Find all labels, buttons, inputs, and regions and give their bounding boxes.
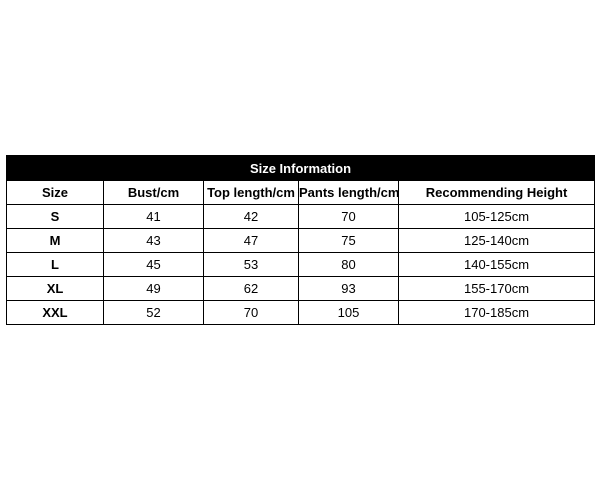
- top-length-cell: 70: [204, 301, 299, 325]
- size-cell: M: [7, 229, 104, 253]
- bust-cell: 49: [104, 277, 204, 301]
- size-cell: XL: [7, 277, 104, 301]
- bust-cell: 52: [104, 301, 204, 325]
- table-row: [7, 301, 595, 325]
- top-length-cell: 53: [204, 253, 299, 277]
- height-cell: 140-155cm: [399, 253, 595, 277]
- column-header-size: Size: [7, 181, 104, 205]
- table-title-row: [7, 156, 595, 181]
- top-length-cell: 62: [204, 277, 299, 301]
- height-cell: 105-125cm: [399, 205, 595, 229]
- table-row: [7, 229, 595, 253]
- height-cell: 170-185cm: [399, 301, 595, 325]
- table-row: [7, 277, 595, 301]
- pants-length-cell: 80: [299, 253, 399, 277]
- table-row: [7, 253, 595, 277]
- table-header-row: [7, 181, 595, 205]
- height-cell: 155-170cm: [399, 277, 595, 301]
- table-title: Size Information: [7, 156, 595, 181]
- pants-length-cell: 75: [299, 229, 399, 253]
- height-cell: 125-140cm: [399, 229, 595, 253]
- column-header-bust: Bust/cm: [104, 181, 204, 205]
- bust-cell: 41: [104, 205, 204, 229]
- size-cell: L: [7, 253, 104, 277]
- pants-length-cell: 70: [299, 205, 399, 229]
- size-cell: XXL: [7, 301, 104, 325]
- size-cell: S: [7, 205, 104, 229]
- size-information-table: [6, 155, 595, 325]
- bust-cell: 45: [104, 253, 204, 277]
- top-length-cell: 47: [204, 229, 299, 253]
- table-row: [7, 205, 595, 229]
- pants-length-cell: 105: [299, 301, 399, 325]
- top-length-cell: 42: [204, 205, 299, 229]
- column-header-pants-length: Pants length/cm: [299, 181, 399, 205]
- column-header-top-length: Top length/cm: [204, 181, 299, 205]
- column-header-recommending-height: Recommending Height: [399, 181, 595, 205]
- bust-cell: 43: [104, 229, 204, 253]
- pants-length-cell: 93: [299, 277, 399, 301]
